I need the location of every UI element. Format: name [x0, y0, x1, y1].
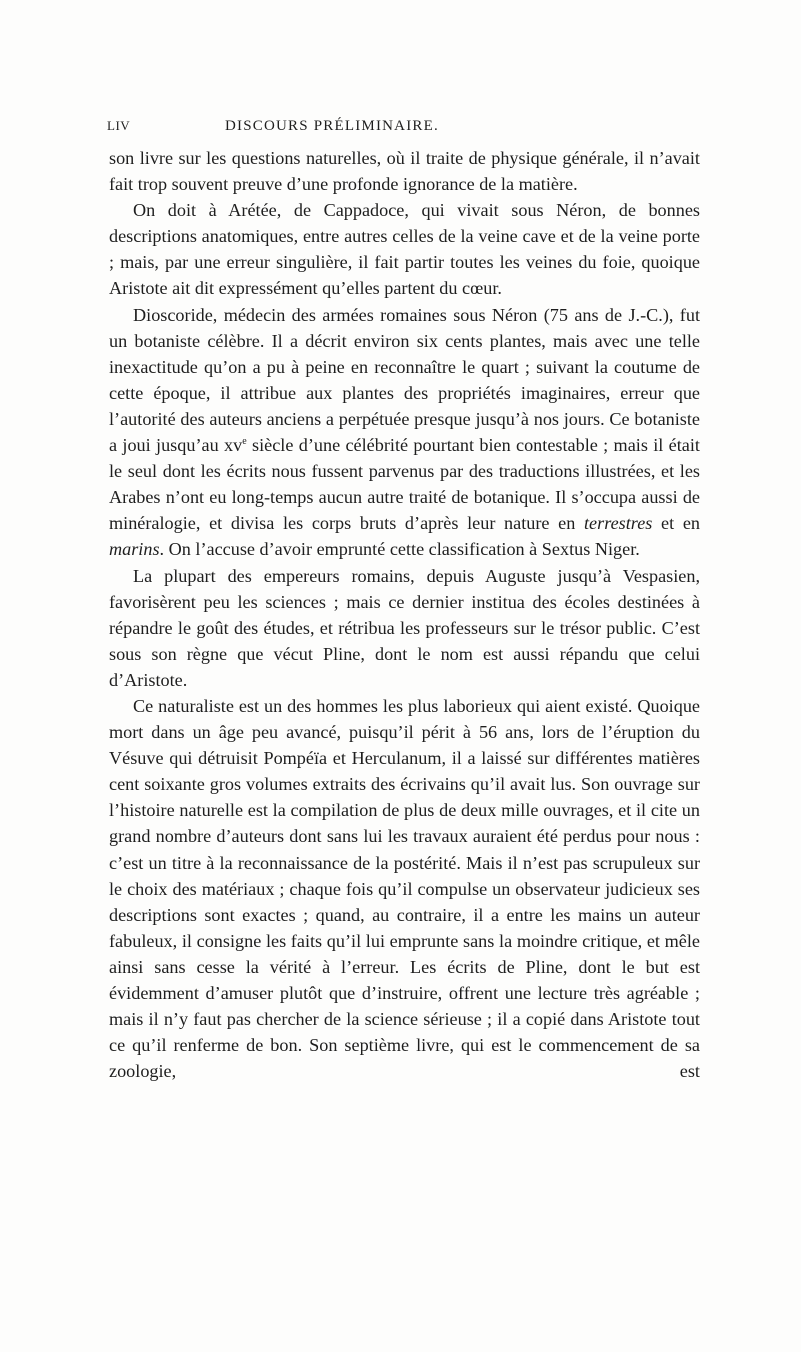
century-superscript: e: [242, 435, 247, 447]
italic-term-marins: marins: [109, 539, 160, 560]
paragraph-3: [109, 302, 700, 563]
italic-term-terrestres: terrestres: [584, 513, 653, 534]
page-number: LIV: [107, 118, 131, 133]
running-head: [107, 118, 707, 142]
paragraph-3-part-c: et en: [652, 513, 700, 534]
paragraph-3-part-b: siècle d’une célébrité pourtant bien contestable ; mais il était le seul dont les écrits nous fussent parvenus par des traductions illustrées, et les Arabes n’ont eu long-temps aucun autre traité de botanique. Il s’occupa aussi de minéralogie, et divisa les corps bruts d’après leur nature en: [109, 435, 700, 534]
paragraph-5: Ce naturaliste est un des hommes les plus laborieux qui aient existé. Quoique mort dans un âge peu avancé, puisqu’il périt à 56 ans, lors de l’éruption du Vésuve qui détruisit Pompéïa et Herculanum, il a laissé sur différentes matières cent soixante gros volumes extraits des écrivains qu’il avait lus. Son ouvrage sur l’histoire naturelle est la compilation de plus de deux mille ouvrages, et il cite un grand nombre d’auteurs dont sans lui les travaux auraient été perdus pour nous : c’est un titre à la reconnaissance de la postérité. Mais il n’est pas scrupuleux sur le choix des matériaux ; chaque fois qu’il compulse un observateur judicieux ses descriptions sont exactes ; quand, au contraire, il a entre les mains un auteur fabuleux, il consigne les faits qu’il lui emprunte sans la moindre critique, et mêle ainsi sans cesse la vérité à l’erreur. Les écrits de Pline, dont le but est évidemment d’amuser plutôt que d’instruire, offrent une lecture très agréable ; mais il n’y faut pas chercher de la science sérieuse ; il a copié dans Aristote tout ce qu’il renferme de bon. Son septième livre, qui est le commencement de sa zoologie, est: [109, 695, 700, 1082]
body-text: [109, 145, 700, 1084]
paragraph-3-part-a: Dioscoride, médecin des armées romaines sous Néron (75 ans de J.-C.), fut un botaniste célèbre. Il a décrit environ six cents plantes, mais avec une telle inexactitude qu’on a pu à peine en reconnaître le quart ; suivant la coutume de cette époque, il attribue aux plantes des propriétés imaginaires, erreur que l’autorité des auteurs anciens a perpétuée presque jusqu’à nos jours. Ce botaniste a joui jusqu’au xv: [109, 304, 700, 456]
running-title: DISCOURS PRÉLIMINAIRE.: [225, 118, 439, 134]
paragraph-3-part-d: . On l’accuse d’avoir emprunté cette classification à Sextus Niger.: [159, 539, 640, 560]
paragraph-1: son livre sur les questions naturelles, où il traite de physique générale, il n’avait fait trop souvent preuve d’une profonde ignorance de la matière.: [109, 148, 700, 195]
paragraph-4: La plupart des empereurs romains, depuis Auguste jusqu’à Vespasien, favorisèrent peu les sciences ; mais ce dernier institua des écoles destinées à répandre le goût des études, et rétribua les professeurs sur le trésor public. C’est sous son règne que vécut Pline, dont le nom est aussi répandu que celui d’Aristote.: [109, 565, 700, 690]
paragraph-2: On doit à Arétée, de Cappadoce, qui vivait sous Néron, de bonnes descriptions anatomiques, entre autres celles de la veine cave et de la veine porte ; mais, par une erreur singulière, il fait partir toutes les veines du foie, quoique Aristote ait dit expressément qu’elles partent du cœur.: [109, 200, 700, 299]
